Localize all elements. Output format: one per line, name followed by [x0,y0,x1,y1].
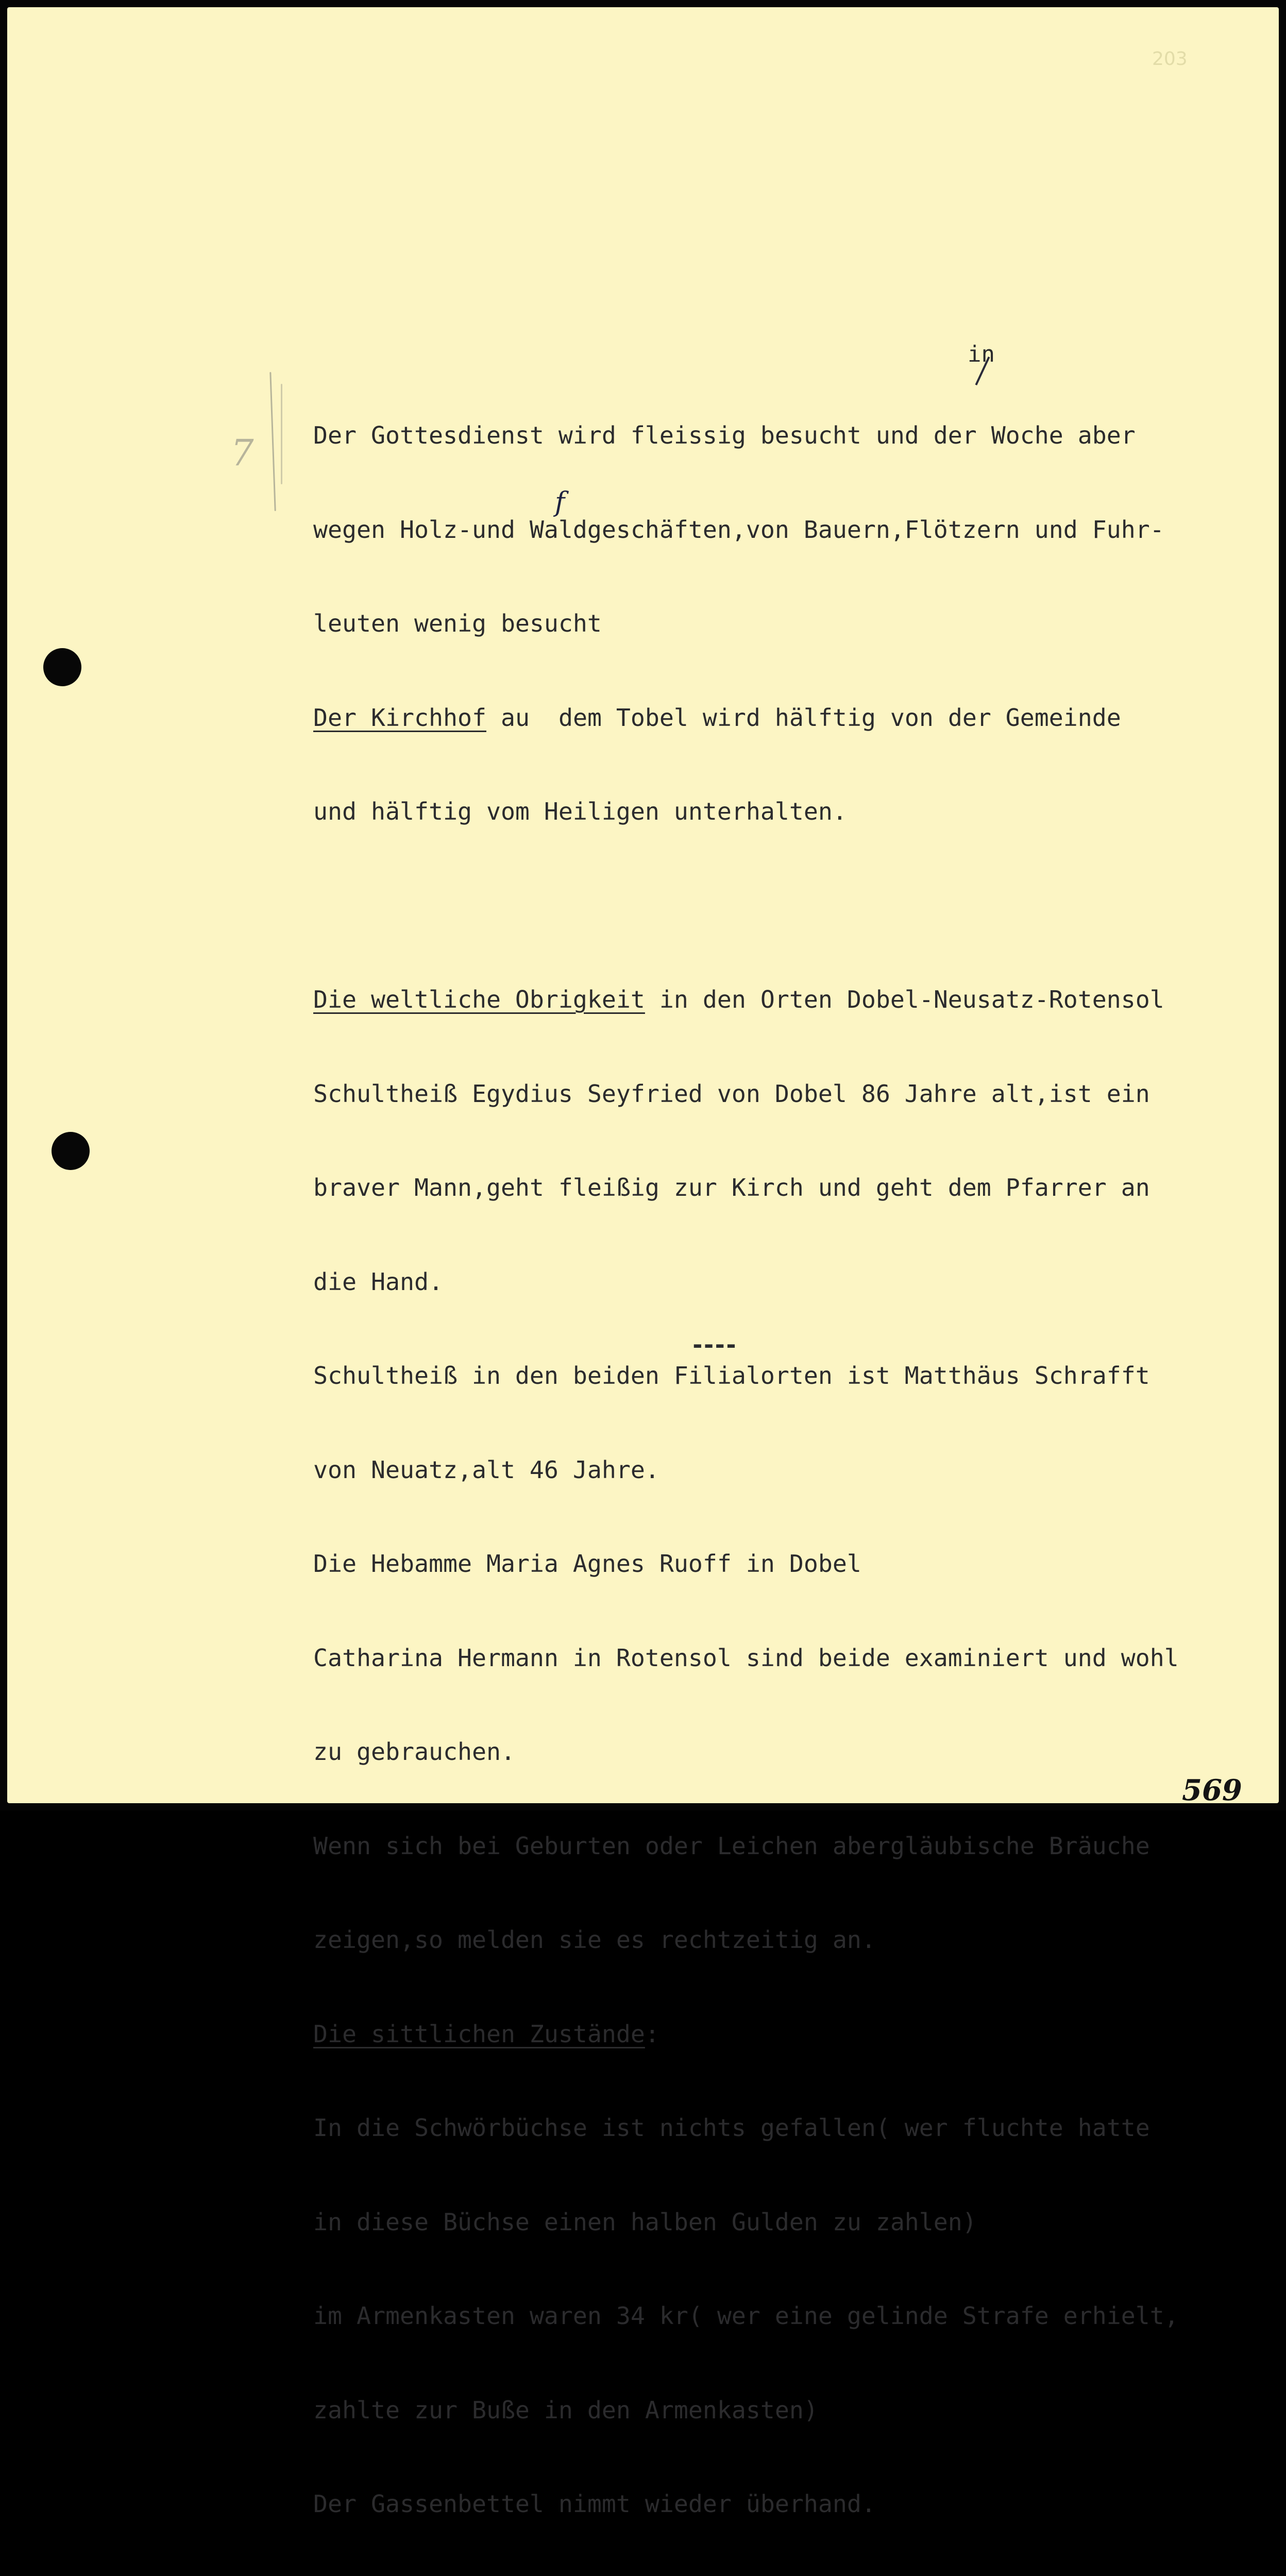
faint-corner-number: 203 [1152,48,1188,70]
text-line: im Armenkasten waren 34 kr( wer eine gelinde Strafe erhielt, [313,2302,1179,2330]
text-line: in diese Büchse einen halben Gulden zu zahlen) [313,2208,977,2236]
page-number: 569 [1182,1773,1242,1807]
punch-hole-lower [52,1132,90,1170]
text-line-obrigkeit [313,980,1282,1019]
heading-sittlich: Die sittlichen Zustände [313,2020,645,2048]
handwritten-insertion-in: in [968,341,995,367]
text-line: die Hand. [313,1267,443,1296]
kirchhof-spacer [530,704,544,732]
text-line: braver Mann,geht fleißig zur Kirch und geht dem Pfarrer an [313,1174,1150,1201]
punch-hole-upper [43,648,81,686]
text-line: In die Schwörbüchse ist nichts gefallen( wer fluchte hatte [313,2114,1150,2142]
text-line: wegen Holz-und Waldgeschäften,von Bauern,Flötzern und Fuhr- [313,515,1164,544]
text-line: Wenn sich bei Geburten oder Leichen abergläubische Bräuche [313,1832,1150,1860]
text-line: zu gebrauchen. [313,1738,515,1766]
text-line: von Neuatz,alt 46 Jahre. [313,1455,659,1484]
paragraph-gap [313,887,1282,925]
text-line: zeigen,so melden sie es rechtzeitig an. [313,1926,876,1954]
text-line: Catharina Hermann in Rotensol sind beide examiniert und wohl [313,1643,1179,1672]
heading-kirchhof: Der Kirchhof [313,703,486,732]
heading-obrigkeit: Die weltliche Obrigkeit [313,986,645,1013]
sittlich-colon: : [645,2020,659,2048]
handwritten-correction-f: f [555,487,565,518]
text-line: zahlte zur Buße in den Armenkasten) [313,2396,818,2424]
text-line: Der Gottesdienst wird fleissig besucht und der Woche aber [313,421,1136,449]
text-line-sittlich [313,2015,1282,2054]
text-line-kirchhof [313,699,1282,737]
kirchhof-line-tail: dem Tobel wird hälftig von der Gemeinde [544,703,1121,732]
text-line: Die Hebamme Maria Agnes Ruoff in Dobel [313,1550,861,1578]
text-line: Der Gassenbettel nimmt wieder überhand. [313,2490,876,2518]
text-line: Schultheiß Egydius Seyfried von Dobel 86 Jahre alt,ist ein [313,1079,1150,1108]
text-line: leuten wenig besucht [313,609,602,637]
text-line: Schultheiß in den beiden Filialorten ist Matthäus Schrafft [313,1362,1150,1389]
document-body [313,361,1282,2576]
section-separator: ---- [690,1331,735,1359]
margin-pencil-mark: 7 [231,432,254,474]
text-line: und hälftig vom Heiligen unterhalten. [313,798,847,825]
obrigkeit-line-tail: in den Orten Dobel-Neusatz-Rotensol [645,986,1164,1013]
margin-pencil-line-faint [281,384,282,484]
kirchhof-rest: au [486,703,530,732]
